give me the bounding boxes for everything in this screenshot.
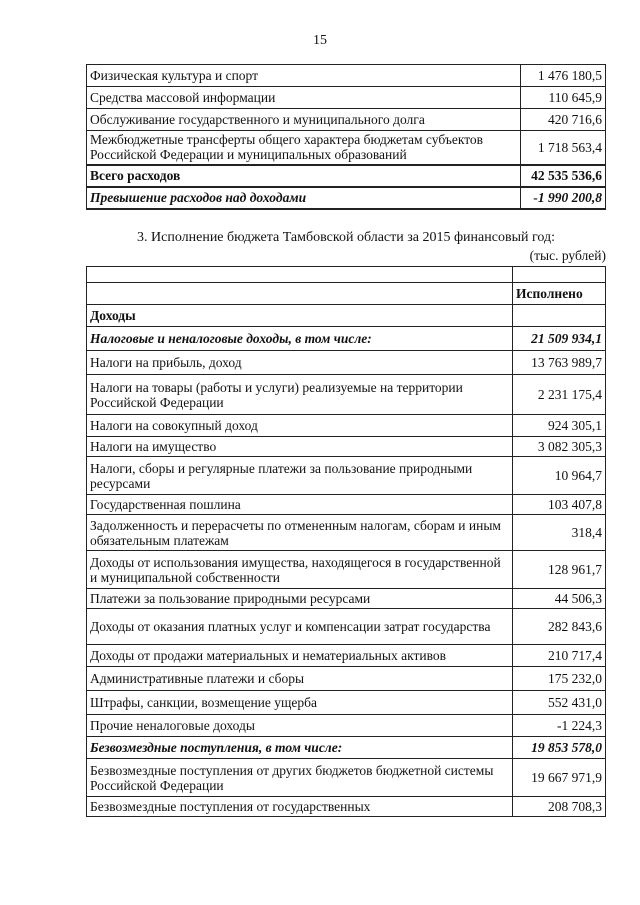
table-row	[87, 715, 606, 737]
table-header-spacer-row	[87, 267, 606, 283]
budget-execution-table-body	[87, 267, 606, 817]
row-value: 10 964,7	[513, 457, 606, 495]
row-label: Налоги на прибыль, доход	[87, 351, 513, 375]
table-row	[87, 645, 606, 667]
table-row	[87, 691, 606, 715]
table-row	[87, 327, 606, 351]
row-value	[513, 305, 606, 327]
row-value: 128 961,7	[513, 551, 606, 589]
row-label: Платежи за пользование природными ресурсами	[87, 589, 513, 609]
header-spacer-cell	[513, 267, 606, 283]
row-label: Безвозмездные поступления, в том числе:	[87, 737, 513, 759]
table-row	[87, 495, 606, 515]
row-value: 1 718 563,4	[521, 131, 606, 165]
row-value: 420 716,6	[521, 109, 606, 131]
row-label: Доходы от оказания платных услуг и компенсации затрат государства	[87, 609, 513, 645]
table-row	[87, 165, 606, 187]
row-label: Физическая культура и спорт	[87, 65, 521, 87]
row-label: Государственная пошлина	[87, 495, 513, 515]
row-label: Доходы	[87, 305, 513, 327]
row-label: Налоги на имущество	[87, 437, 513, 457]
header-spacer-cell	[87, 267, 513, 283]
table-row	[87, 437, 606, 457]
table-row	[87, 589, 606, 609]
row-label: Превышение расходов над доходами	[87, 187, 521, 209]
table-row	[87, 109, 606, 131]
table-row	[87, 737, 606, 759]
table-row	[87, 551, 606, 589]
table-row	[87, 375, 606, 415]
row-value: 21 509 934,1	[513, 327, 606, 351]
row-label: Прочие неналоговые доходы	[87, 715, 513, 737]
row-label: Обслуживание государственного и муниципального долга	[87, 109, 521, 131]
row-value: 3 082 305,3	[513, 437, 606, 457]
row-value: 318,4	[513, 515, 606, 551]
table-row	[87, 457, 606, 495]
row-value: -1 224,3	[513, 715, 606, 737]
row-label: Налоговые и неналоговые доходы, в том числе:	[87, 327, 513, 351]
row-label: Безвозмездные поступления от государственных	[87, 797, 513, 817]
table-row	[87, 87, 606, 109]
table-row	[87, 131, 606, 165]
table-row	[87, 187, 606, 209]
row-value: 42 535 536,6	[521, 165, 606, 187]
table-row	[87, 515, 606, 551]
row-value: 19 853 578,0	[513, 737, 606, 759]
row-value: 552 431,0	[513, 691, 606, 715]
row-value: 175 232,0	[513, 667, 606, 691]
row-value: 44 506,3	[513, 589, 606, 609]
column-header-row	[87, 283, 606, 305]
table-row	[87, 609, 606, 645]
page-number: 15	[313, 33, 327, 48]
row-value: 110 645,9	[521, 87, 606, 109]
table-row	[87, 759, 606, 797]
header-label-cell	[87, 283, 513, 305]
section-title: 3. Исполнение бюджета Тамбовской области за 2015 финансовый год:	[137, 230, 555, 245]
row-value: 2 231 175,4	[513, 375, 606, 415]
row-label: Доходы от продажи материальных и нематериальных активов	[87, 645, 513, 667]
expenses-table	[86, 64, 606, 210]
column-header-executed: Исполнено	[513, 283, 606, 305]
table-row	[87, 351, 606, 375]
row-label: Налоги на совокупный доход	[87, 415, 513, 437]
row-value: 13 763 989,7	[513, 351, 606, 375]
row-label: Налоги на товары (работы и услуги) реализуемые на территории Российской Федерации	[87, 375, 513, 415]
units-label: (тыс. рублей)	[529, 248, 606, 263]
row-value: 1 476 180,5	[521, 65, 606, 87]
row-label: Всего расходов	[87, 165, 521, 187]
table-row	[87, 415, 606, 437]
row-label: Налоги, сборы и регулярные платежи за пользование природными ресурсами	[87, 457, 513, 495]
row-label: Задолженность и перерасчеты по отмененным налогам, сборам и иным обязательным платежам	[87, 515, 513, 551]
row-label: Средства массовой информации	[87, 87, 521, 109]
row-value: 924 305,1	[513, 415, 606, 437]
row-label: Административные платежи и сборы	[87, 667, 513, 691]
budget-execution-table	[86, 266, 606, 817]
row-value: 282 843,6	[513, 609, 606, 645]
table-row	[87, 797, 606, 817]
row-value: 210 717,4	[513, 645, 606, 667]
table-row	[87, 305, 606, 327]
row-label: Безвозмездные поступления от других бюджетов бюджетной системы Российской Федерации	[87, 759, 513, 797]
row-value: -1 990 200,8	[521, 187, 606, 209]
table-row	[87, 65, 606, 87]
expenses-table-body	[87, 65, 606, 209]
row-value: 208 708,3	[513, 797, 606, 817]
row-value: 19 667 971,9	[513, 759, 606, 797]
row-label: Межбюджетные трансферты общего характера бюджетам субъектов Российской Федерации и муниципальных образований	[87, 131, 521, 165]
table-row	[87, 667, 606, 691]
row-value: 103 407,8	[513, 495, 606, 515]
row-label: Штрафы, санкции, возмещение ущерба	[87, 691, 513, 715]
row-label: Доходы от использования имущества, находящегося в государственной и муниципальной собственности	[87, 551, 513, 589]
